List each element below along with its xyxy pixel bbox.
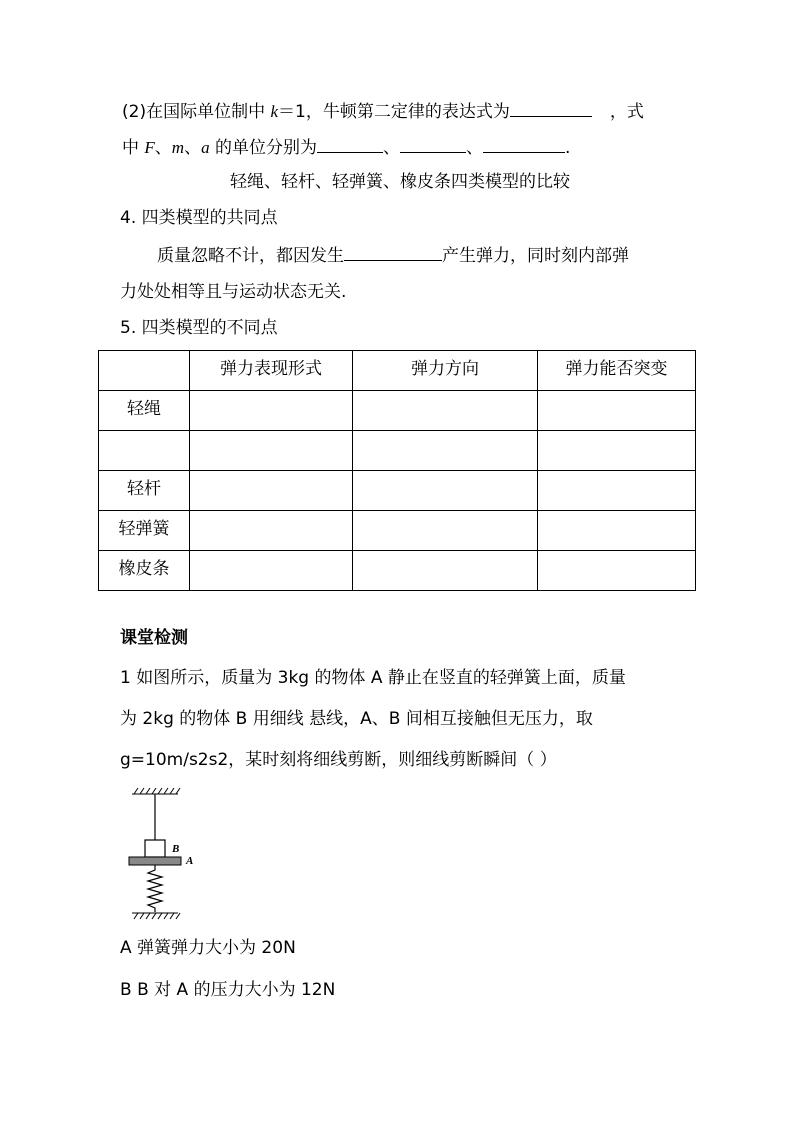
text-segment: 、 [465, 138, 483, 158]
table-cell[interactable] [190, 471, 353, 511]
text-segment: 、 [184, 138, 202, 158]
option-A[interactable]: A 弹簧弹力大小为 20N [120, 938, 296, 958]
table-row [99, 551, 696, 591]
table-row-label: 轻杆 [99, 471, 190, 511]
answer-blank-unit-F[interactable] [317, 134, 383, 153]
answer-blank-expression[interactable] [510, 98, 592, 117]
table-row-label: 轻弹簧 [99, 511, 190, 551]
variable-a: a [201, 138, 210, 157]
question1-line1: 1 如图所示，质量为 3kg 的物体 A 静止在竖直的轻弹簧上面，质量 [120, 668, 626, 688]
table-cell[interactable] [538, 431, 696, 471]
question1-line3: g=10m/s2s2，某时刻将细线剪断，则细线剪断瞬间（ ） [120, 750, 557, 770]
text-segment: 的单位分别为 [209, 138, 317, 158]
text-segment: 、 [154, 138, 172, 158]
question1-line2: 为 2kg 的物体 B 用细线 悬线，A、B 间相互接触但无压力，取 [120, 709, 593, 729]
ceiling-hatch [132, 788, 180, 794]
text-segment: 、 [382, 138, 400, 158]
table-row [99, 431, 696, 471]
table-row [99, 391, 696, 431]
paragraph-newton-law-line1 [122, 98, 644, 124]
table-header-cell [99, 351, 190, 391]
label-A: A [186, 855, 194, 867]
floor-hatch [132, 913, 180, 919]
table-row [99, 511, 696, 551]
table-cell[interactable] [353, 551, 538, 591]
text-segment: 中 [122, 138, 145, 158]
table-row-label: 橡皮条 [99, 551, 190, 591]
table-cell[interactable] [538, 551, 696, 591]
answer-blank-unit-m[interactable] [400, 134, 466, 153]
table-cell[interactable] [353, 391, 538, 431]
section4-heading: 4. 四类模型的共同点 [120, 208, 278, 228]
table-header-row [99, 351, 696, 391]
option-B[interactable]: B B 对 A 的压力大小为 12N [120, 980, 336, 1000]
table-cell[interactable] [538, 471, 696, 511]
table-cell[interactable] [538, 391, 696, 431]
table-cell[interactable] [190, 511, 353, 551]
table-row [99, 471, 696, 511]
table-cell[interactable] [353, 471, 538, 511]
answer-blank-deformation[interactable] [344, 242, 442, 261]
table-cell[interactable] [353, 431, 538, 471]
quiz-heading: 课堂检测 [120, 628, 188, 648]
spring-blocks-figure [120, 784, 210, 924]
text-segment: ，式 [609, 102, 644, 122]
text-segment: 质量忽略不计，都因发生 [157, 246, 344, 266]
table-cell[interactable] [190, 391, 353, 431]
section5-heading: 5. 四类模型的不同点 [120, 318, 278, 338]
variable-k: k [270, 102, 279, 121]
table-cell[interactable] [190, 551, 353, 591]
table-header-cell: 弹力方向 [353, 351, 538, 391]
label-B: B [172, 843, 180, 855]
text-segment: 产生弹力，同时刻内部弹 [442, 246, 629, 266]
table-cell[interactable] [538, 511, 696, 551]
section4-paragraph-line2: 力处处相等且与运动状态无关. [120, 282, 347, 302]
section4-paragraph-line1 [157, 242, 629, 268]
block-A [129, 857, 181, 865]
table-header-cell: 弹力表现形式 [190, 351, 353, 391]
table-cell[interactable] [190, 431, 353, 471]
text-segment: ＝1，牛顿第二定律的表达式为 [278, 102, 510, 122]
block-B [145, 840, 165, 857]
answer-blank-unit-a[interactable] [483, 134, 565, 153]
table-header-cell: 弹力能否突变 [538, 351, 696, 391]
paragraph-newton-law-line2 [122, 134, 570, 160]
section-title: 轻绳、轻杆、轻弹簧、橡皮条四类模型的比较 [230, 172, 570, 192]
variable-m: m [171, 138, 185, 157]
table-cell[interactable] [353, 511, 538, 551]
variable-F: F [144, 138, 155, 157]
spring-coil [148, 865, 162, 912]
text-segment: (2)在国际单位制中 [122, 102, 271, 122]
text-segment: . [564, 138, 571, 158]
table-row-label: 轻绳 [99, 391, 190, 431]
table-row-label [99, 431, 190, 471]
comparison-table [98, 350, 696, 591]
